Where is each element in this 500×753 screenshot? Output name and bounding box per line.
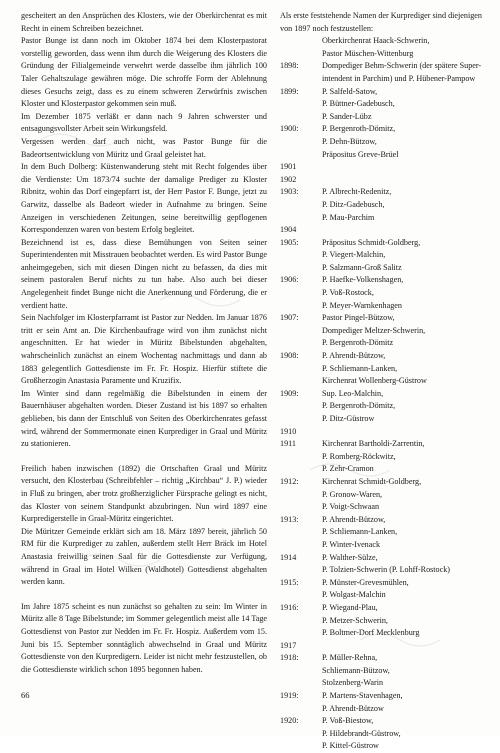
entry-year: 1903: [280, 187, 299, 197]
preacher-name: P. Mau-Parchim [322, 212, 375, 222]
preacher-name: P. Wiegand-Plau, [322, 602, 378, 612]
preacher-name: P. Bergenroth-Dömitz, [322, 401, 396, 411]
entry-year: 1907: [280, 313, 299, 323]
preacher-name: P. Bergenroth-Dömitz, [322, 124, 396, 134]
preacher-name: Pastor Pingel-Bützow, [322, 313, 395, 323]
preacher-name: Kirchenrat Wollenberg-Güstrow [322, 376, 427, 386]
paragraph: Bezeichnend ist es, dass diese Bemühungen von Seiten seiner Superintendenten mit Misstrauen beobachtet werden. Es wird Pastor Bunge anheimgegeben, sich mit diesen Dingen nicht zu befassen, da dies mit seinem pastoralen Beruf nichts zu tun habe. Also auch bei dieser Angelegenheit findet Bunge nicht die Anerkennung und Förderung, die er verdient hatte. [21, 237, 267, 310]
entry-year: 1905: [280, 237, 299, 247]
preacher-name: P. Ahrendt-Bützow, [322, 514, 386, 524]
preacher-name: intendent in Parchim) und P. Hübener-Pampow [322, 73, 476, 83]
intro-names [280, 35, 486, 60]
preacher-name: P. Voß-Biestow, [322, 716, 374, 726]
preacher-name: P. Ditz-Gadebusch, [322, 199, 385, 209]
left-text-column [21, 10, 267, 676]
paragraph: Im Dezember 1875 verläßt er dann nach 9 Jahren schwerster und entsagungsvollster Arbeit sein Wirkungsfeld. [21, 111, 267, 134]
year-entry [280, 86, 486, 124]
entry-names [322, 388, 486, 426]
entry-year: 1912: [280, 476, 299, 486]
year-entry [280, 161, 486, 174]
year-entry [280, 577, 486, 602]
preacher-name: Pastor Müschen-Wittenburg [322, 48, 414, 58]
preacher-name: Sup. Leo-Malchin, [322, 388, 384, 398]
entry-year: 1910 [280, 426, 297, 436]
entry-year: 1899: [280, 86, 299, 96]
paragraph: Im Jahre 1875 scheint es nun zunächst so gehalten zu sein: Im Winter in Müritz alle 8 Tage Bibelstunde; im Sommer gelegentlich meist alle 14 Tage Gottesdienst von Pastor zur Nedden im Fr. Fr. Hospiz. Außerdem vom 15. Juni bis 15. September sonntäglich abwechselnd in Graal und Müritz Gottesdienste von den Kurpredigern. Leider ist nicht mehr festzustellen, ob die Gottesdienste wirklich schon 1895 begonnen haben. [21, 601, 267, 674]
year-entry [280, 426, 486, 439]
preacher-name: P. Ahrendt-Bützow [322, 703, 384, 713]
year-entry [280, 123, 486, 161]
entry-names [322, 174, 486, 187]
year-entry [280, 312, 486, 350]
year-entry [280, 237, 486, 275]
entry-names [322, 577, 486, 602]
year-entry [280, 652, 486, 690]
preacher-name: Dompediger Behm-Schwerin (der spätere Super- [322, 61, 482, 71]
entry-year: 1917 [280, 640, 297, 650]
preacher-name: P. Voß-Rostock, [322, 288, 374, 298]
preacher-name: P. Hildebrandt-Güstrow, [322, 728, 401, 738]
entry-year: 1900: [280, 124, 299, 134]
paragraph-gap [21, 589, 267, 601]
entry-names [322, 274, 486, 312]
entry-year: 1914 [280, 552, 297, 562]
entry-year: 1909: [280, 388, 299, 398]
entry-names [322, 652, 486, 690]
preacher-name: P. Sander-Lübz [322, 111, 372, 121]
preacher-name: P. Salzmann-Groß Salitz [322, 262, 402, 272]
paragraph: Vergessen werden darf auch nicht, was Pastor Bunge für die Badeortsentwicklung von Müritz und Graal geleistet hat. [21, 136, 267, 159]
year-entry [280, 715, 486, 753]
entry-names [322, 552, 486, 577]
entry-names [322, 237, 486, 275]
entry-names [322, 426, 486, 439]
year-entry [280, 350, 486, 388]
preacher-name: P. Schliemann-Lanken, [322, 527, 398, 537]
paragraph: Im Winter sind dann regelmäßig die Bibelstunden in einem der Bauernhäuser abgehalten worden. Dieser Zustand ist bis 1897 so erhalten geblieben, bis dann der Entschluß von Seiten des Oberkirchenrates gefasst wird, während der Sommermonate einen Kurprediger in Graal und Müritz zu stationieren. [21, 388, 267, 449]
preacher-name: P. Dehn-Bützow, [322, 136, 377, 146]
year-entry [280, 552, 486, 577]
preacher-name: P. Salfeld-Satow, [322, 86, 378, 96]
preacher-name: P. Gronow-Waren, [322, 489, 383, 499]
entry-names [322, 224, 486, 237]
preacher-name: Schliemann-Bützow, [322, 665, 390, 675]
preacher-name: Kirchenrat Schmidt-Goldberg, [322, 476, 422, 486]
preacher-name: P. Voigt-Schwaan [322, 502, 380, 512]
entry-year: 1913: [280, 514, 299, 524]
entry-names [322, 86, 486, 124]
entry-names [322, 123, 486, 161]
entry-names [322, 186, 486, 224]
preacher-name: Dompediger Meltzer-Schwerin, [322, 325, 426, 335]
entry-year: 1920: [280, 716, 299, 726]
preacher-name: P. Boltmer-Dorf Mecklenburg [322, 628, 420, 638]
entry-year: 1902 [280, 174, 297, 184]
year-entry [280, 60, 486, 85]
paragraph-gap [21, 451, 267, 463]
paragraph: Die Müritzer Gemeinde erklärt sich am 18. März 1897 bereit, jährlich 50 RM für die Kurprediger zu zahlen, außerdem stellt Herr Bräck im Hotel Anastasia freiwillig seinen Saal für die Gottesdienste zur Verfügung, während in Graal im Hotel Wilken (Waldhotel) Gottesdienst abgehalten werden kann. [21, 526, 267, 587]
preacher-name: P. Viegert-Malchin, [322, 250, 386, 260]
preacher-name: P. Ditz-Güstrow [322, 414, 375, 423]
year-entry [280, 388, 486, 426]
entry-year: 1906: [280, 275, 299, 285]
preacher-name: P. Haefke-Volkenshagen, [322, 275, 404, 285]
year-entry [280, 690, 486, 715]
year-entry [280, 174, 486, 187]
entry-names [322, 161, 486, 174]
entry-names [322, 60, 486, 85]
preacher-name: P. Kittel-Güstrow [322, 741, 379, 751]
entry-year: 1915: [280, 577, 299, 587]
preacher-name: P. Ahrendt-Bützow, [322, 351, 386, 361]
entry-names [322, 514, 486, 552]
entry-names [322, 602, 486, 640]
entry-year: 1919: [280, 691, 299, 701]
entry-year: 1911 [280, 439, 296, 449]
preacher-name: P. Büttner-Gadebusch, [322, 99, 395, 109]
entry-names [322, 715, 486, 753]
preacher-name: P. Müller-Rehna, [322, 653, 378, 663]
list-intro: Als erste feststehende Namen der Kurprediger sind diejenigen von 1897 noch festzustellen: [280, 11, 482, 33]
preacher-name: P. Martens-Stavenhagen, [322, 691, 403, 701]
year-entry [280, 186, 486, 224]
year-entry [280, 438, 486, 476]
year-entry [280, 602, 486, 640]
preacher-name: Präpositus Schmidt-Goldberg, [322, 237, 421, 247]
entry-year: 1898: [280, 61, 299, 71]
preacher-name: P. Zehr-Cramon [322, 464, 374, 474]
year-entry [280, 514, 486, 552]
preacher-name: P. Romberg-Röckwitz, [322, 451, 396, 461]
preacher-name: Oberkirchenrat Haack-Schwerin, [322, 36, 430, 46]
entry-names [322, 640, 486, 653]
preacher-name: P. Metzer-Schwerin, [322, 615, 388, 625]
preacher-name: P. Meyer-Warnkenhagen [322, 300, 402, 310]
year-entry [280, 640, 486, 653]
entry-year: 1908: [280, 351, 299, 361]
entry-names [322, 350, 486, 388]
entry-year: 1918: [280, 653, 299, 663]
preacher-name: Präpositus Greve-Brüel [322, 149, 399, 159]
year-entry [280, 476, 486, 514]
paragraph: In dem Buch Dolberg: Küstenwanderung steht mit Recht folgendes über die Verdienste: Um 1873/74 suchte der damalige Prediger zu Kloster Ribnitz, wohin das Dorf eingepfarrt ist, der Herr Pastor F. Bunge, jetzt zu Garwitz, dasselbe als Badeort wieder in Aufnahme zu bringen. Seine Anzeigen in verschiedenen Zeitungen, seine bereitwillig gepflogenen Korrespondenzen waren von bestem Erfolg begleitet. [21, 162, 267, 235]
preacher-name: P. Walther-Sülze, [322, 552, 378, 562]
entry-year: 1901 [280, 162, 297, 172]
preacher-name: P. Winter-Ivenack [322, 539, 381, 549]
preacher-name: P. Albrecht-Redenitz, [322, 187, 392, 197]
entry-names [322, 312, 486, 350]
preacher-name: Stolzenberg-Warin [322, 678, 384, 688]
preacher-name: P. Bergenroth-Dömitz [322, 338, 394, 348]
year-entry [280, 224, 486, 237]
year-entry [280, 274, 486, 312]
entry-year: 1904 [280, 225, 297, 235]
entry-names [322, 438, 486, 476]
entry-names [322, 476, 486, 514]
entry-names [322, 690, 486, 715]
paragraph: gescheitert an den Ansprüchen des Klosters, wie der Oberkirchenrat es mit Recht in einem Schreiben bezeichnet. [21, 11, 267, 33]
right-list-column [280, 10, 486, 753]
page-number: 66 [21, 690, 30, 700]
entry-year: 1916: [280, 602, 299, 612]
preacher-name: P. Wolgast-Malchin [322, 590, 386, 600]
year-entries [280, 60, 486, 753]
paragraph: Sein Nachfolger im Klosterpfarramt ist Pastor zur Nedden. Im Januar 1876 tritt er sein Amt an. Die Kirchenbaufrage wird von ihm zunächst nicht angeschnitten. Er hat wieder in Müritz Bibelstunden abgehalten, wahrscheinlich zunächst an einem Wochentag nachmittags und dann ab 1883 gelegentlich Gottesdienste im Fr. Fr. Hospiz. Hierfür stiftete die Großherzogin Anastasia Paramente und Kruzifix. [21, 313, 267, 386]
preacher-name: P. Münster-Grevesmühlen, [322, 577, 409, 587]
preacher-name: P. Tolzien-Schwerin (P. Lohff-Rostock) [322, 565, 450, 575]
paragraph: Pastor Bunge ist dann noch im Oktober 1874 bei dem Klosterpastorat vorstellig geworden, dass wenn ihm durch die Weigerung des Klosters die Gründung der Filialgemeinde verwehrt werde dasselbe ihm jährlich 100 Taler Gehaltszulage gewähren möge. Die schroffe Form der Ablehnung dieses Gesuchs zeigt, dass es zu einem schweren Zerwürfnis zwischen Kloster und Klosterpastor gekommen sein muß. [21, 36, 267, 109]
preacher-name: P. Schliemann-Lanken, [322, 363, 398, 373]
preacher-name: Kirchenrat Bartholdi-Zarrentin, [322, 439, 425, 449]
paragraph: Freilich haben inzwischen (1892) die Ortschaften Graal und Müritz versucht, den Klosterbau (Schreibfehler – richtig „Kirchbau“ J. P.) wieder in Fluß zu bringen, aber trotz großherziglicher Fürsprache gelingt es nicht, das Kloster von seinem Standpunkt abzubringen. Nun wird 1897 eine Kurpredigerstelle in Graal-Müritz eingerichtet. [21, 463, 267, 524]
